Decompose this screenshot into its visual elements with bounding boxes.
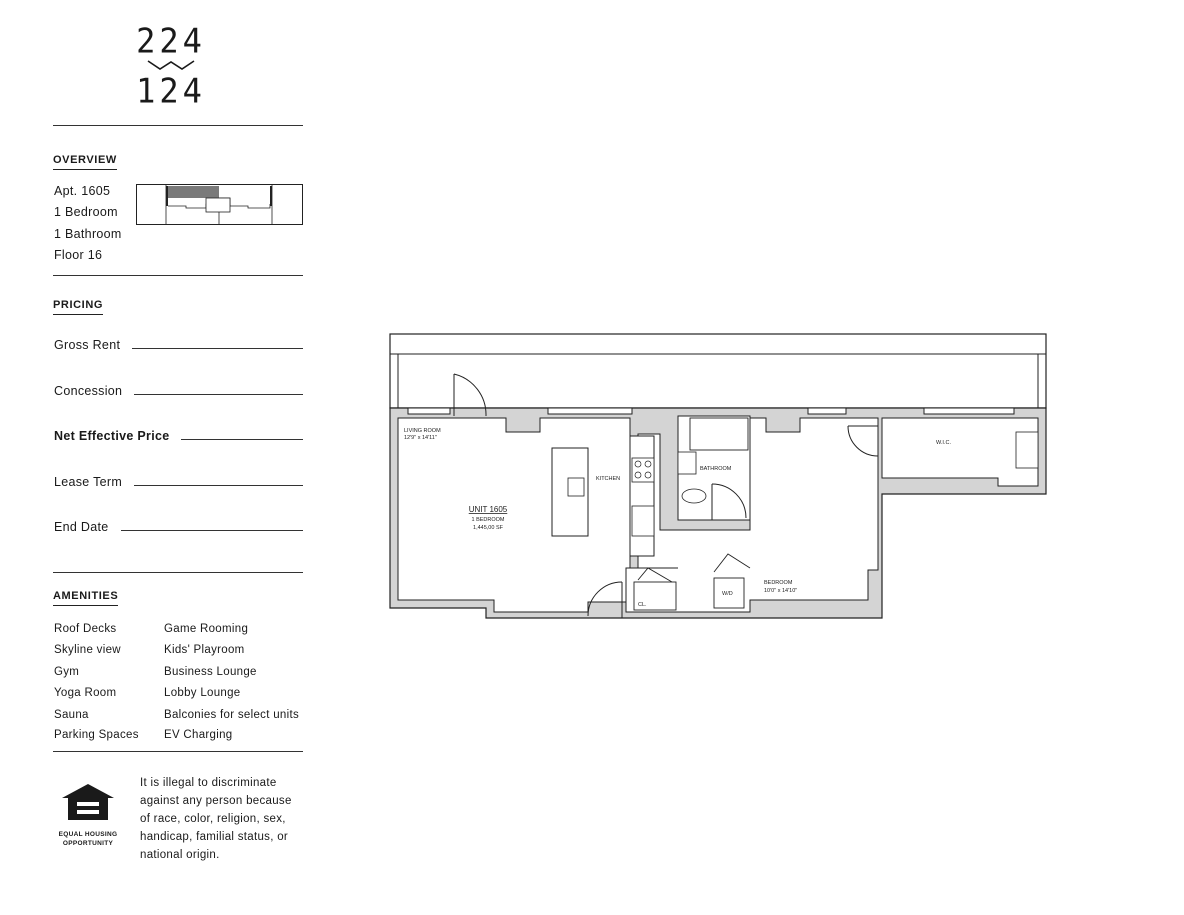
net-effective-price-label: Net Effective Price <box>54 429 170 443</box>
brand-logo <box>136 21 206 111</box>
key-plan <box>136 184 304 226</box>
equal-housing-icon <box>60 782 116 822</box>
amenity-item: Kids' Playroom <box>164 644 245 656</box>
kitchen-label: KITCHEN <box>596 476 621 482</box>
closet-label: CL. <box>638 602 647 608</box>
unit-label: UNIT 1605 <box>468 505 508 514</box>
divider <box>53 751 303 752</box>
end-date-row <box>54 520 303 534</box>
amenities-title: AMENITIES <box>53 590 118 606</box>
amenity-item: Balconies for select units <box>164 709 300 721</box>
sink-icon <box>568 478 584 496</box>
apartment-number: Apt. 1605 <box>54 184 111 198</box>
concession-value <box>134 394 303 395</box>
bathroom-label: BATHROOM <box>700 466 732 472</box>
amenity-item: Lobby Lounge <box>164 687 241 699</box>
living-room-dimensions: 12'9" x 14'11" <box>404 435 437 441</box>
brand-bottom-number: 124 <box>136 71 206 111</box>
floor-number: Floor 16 <box>54 248 103 262</box>
equal-housing-caption-1: EQUAL HOUSING <box>58 831 118 838</box>
amenity-item: Yoga Room <box>54 687 117 699</box>
amenity-item: Parking Spaces <box>54 729 139 741</box>
amenity-item: Sauna <box>54 709 89 721</box>
end-date-label: End Date <box>54 520 109 534</box>
amenity-item: Skyline view <box>54 644 121 656</box>
amenity-item: Game Rooming <box>164 623 249 635</box>
concession-row <box>54 384 303 398</box>
fridge-icon <box>632 506 654 536</box>
bedroom-label: BEDROOM <box>764 580 793 586</box>
fair-housing-notice: It is illegal to discriminate against any person because of race, color, religion, sex, handicap, familial status, or national origin. <box>140 777 292 861</box>
washer-dryer-label: W/D <box>722 591 733 597</box>
floor-plan <box>388 332 1050 624</box>
stove-icon <box>632 458 654 482</box>
divider <box>53 125 303 126</box>
net-effective-price-value <box>181 439 303 440</box>
end-date-value <box>121 530 303 531</box>
wic-label: W.I.C. <box>936 440 951 446</box>
bathroom-count: 1 Bathroom <box>54 227 122 241</box>
bath-sink-icon <box>678 452 696 474</box>
amenity-item: Business Lounge <box>164 666 257 678</box>
equal-housing-caption-2: OPPORTUNITY <box>62 840 114 847</box>
highlighted-unit <box>168 186 219 198</box>
gross-rent-row <box>54 338 303 352</box>
brand-top-number: 224 <box>136 21 206 61</box>
lease-term-label: Lease Term <box>54 475 123 489</box>
gross-rent-value <box>132 348 303 349</box>
kitchen-counter <box>630 436 654 556</box>
net-effective-price-row <box>54 429 303 443</box>
balcony <box>390 334 1046 408</box>
divider <box>53 572 303 573</box>
bedroom-count: 1 Bedroom <box>54 205 118 219</box>
toilet-icon <box>682 489 706 503</box>
overview-title: OVERVIEW <box>53 154 117 170</box>
lease-term-row <box>54 475 303 489</box>
amenity-item: EV Charging <box>164 729 233 741</box>
lease-term-value <box>134 485 303 486</box>
unit-area: 1,445,00 SF <box>473 525 503 531</box>
pricing-title: PRICING <box>53 299 103 315</box>
amenity-item: Gym <box>54 666 80 678</box>
amenity-item: Roof Decks <box>54 623 117 635</box>
bedroom-dimensions: 10'0" x 14'10" <box>764 588 798 594</box>
gross-rent-label: Gross Rent <box>54 338 121 352</box>
living-room-label: LIVING ROOM <box>404 428 441 434</box>
equal-housing-logo <box>58 782 118 848</box>
concession-label: Concession <box>54 384 123 398</box>
divider <box>53 275 303 276</box>
bathtub-icon <box>690 418 748 450</box>
unit-type: 1 BEDROOM <box>471 517 505 523</box>
